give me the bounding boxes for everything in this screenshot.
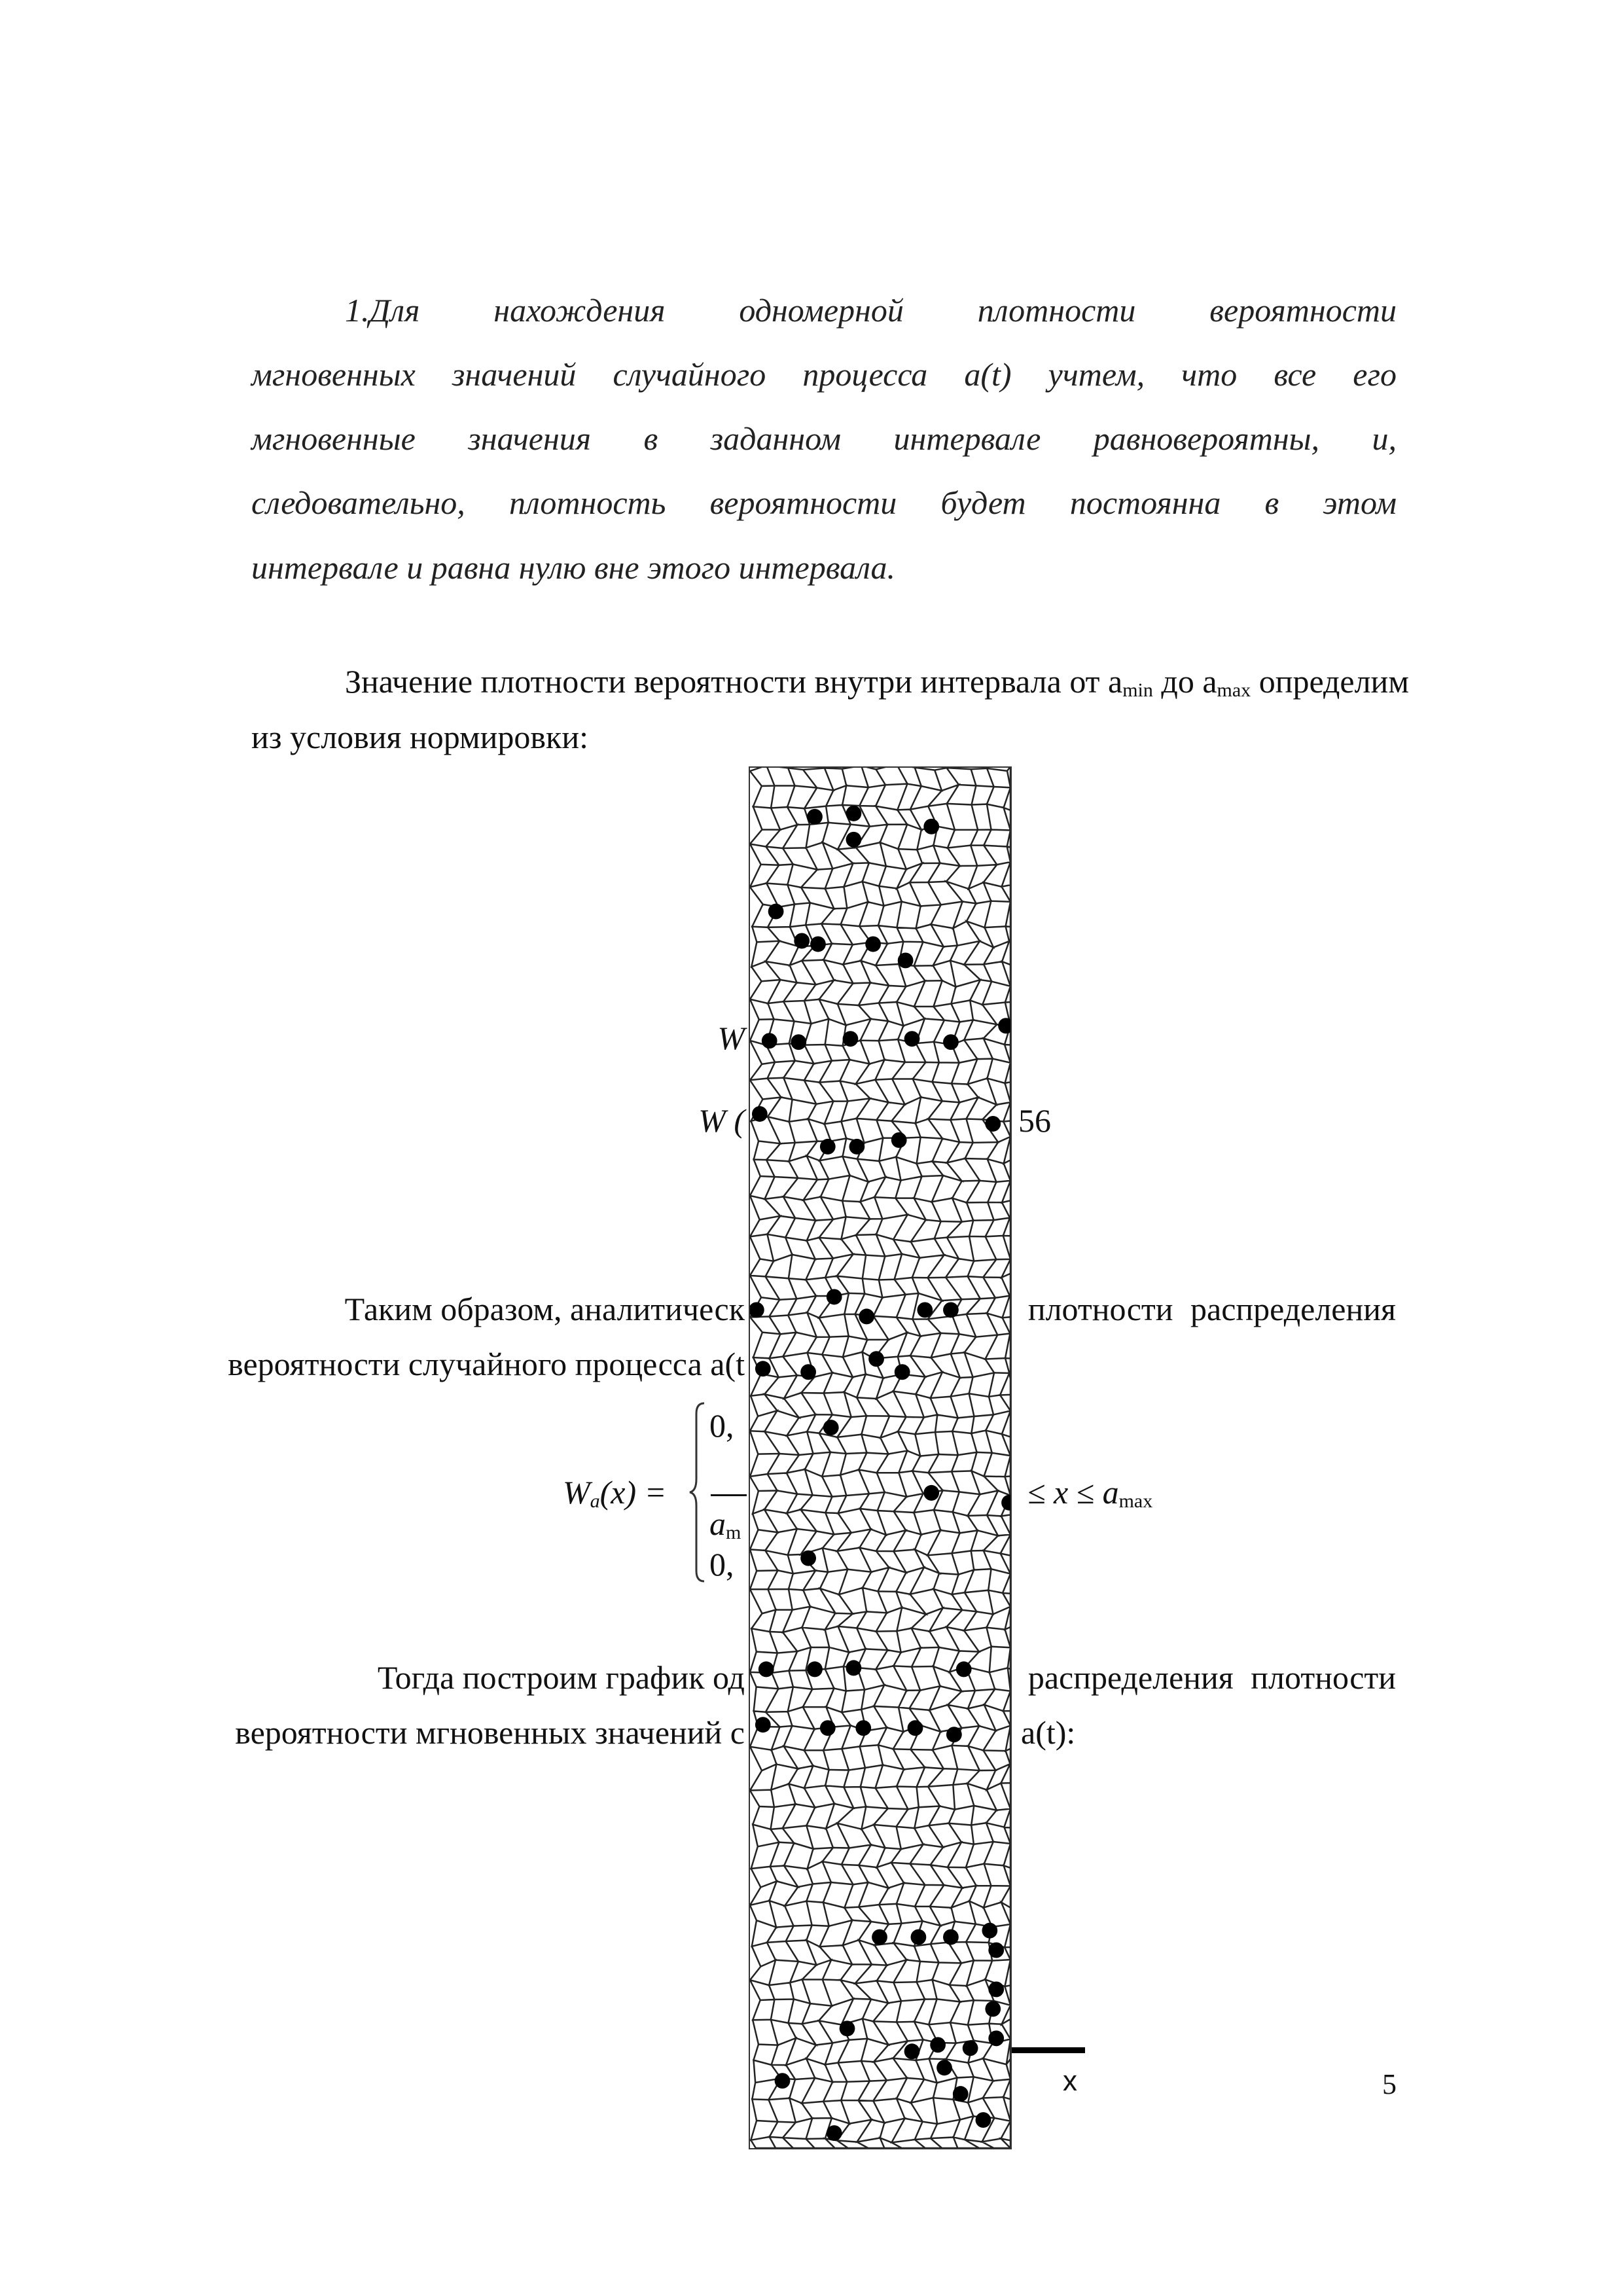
filled-cell <box>1001 1495 1010 1511</box>
filled-cell <box>943 1034 959 1050</box>
filled-cell <box>859 1308 874 1324</box>
filled-cell <box>855 1720 871 1736</box>
formula-value: 56 <box>1018 1102 1051 1139</box>
filled-cell <box>846 1660 862 1676</box>
case-3: 0, <box>709 1546 734 1583</box>
text-line: Таким образом, аналитическ <box>344 1291 745 1327</box>
filled-cell <box>895 1364 910 1380</box>
filled-cell <box>846 806 862 821</box>
x-axis-label: x <box>1063 2065 1077 2097</box>
filled-cell <box>872 1929 887 1945</box>
filled-cell <box>807 809 823 825</box>
subscript: max <box>1217 679 1251 701</box>
filled-cell <box>898 952 914 968</box>
text-line: следовательно, плотность вероятности будет постоянна в этом <box>251 484 1397 521</box>
filled-cell <box>891 1132 907 1148</box>
filled-cell <box>956 1661 972 1677</box>
text-line <box>251 662 1409 710</box>
filled-cell <box>823 1420 839 1435</box>
filled-cell <box>827 1289 842 1304</box>
filled-cell <box>976 2112 991 2128</box>
filled-cell <box>810 937 826 952</box>
filled-cell <box>911 1929 927 1945</box>
filled-cell <box>846 832 862 848</box>
text: Значение плотности вероятности внутри интервала от a <box>345 663 1123 700</box>
text-line: 1.Для нахождения одномерной плотности вероятности <box>345 292 1397 329</box>
text-line: из условия нормировки: <box>251 719 588 755</box>
text-line: вероятности случайного процесса a(t <box>228 1346 745 1382</box>
page-number: 5 <box>1382 2068 1397 2100</box>
fraction-bar <box>711 1494 747 1496</box>
filled-cell <box>923 1485 939 1501</box>
brace-icon <box>687 1401 707 1584</box>
filled-cell <box>904 2043 920 2059</box>
filled-cell <box>755 1361 771 1376</box>
denominator: $a_m$ <box>709 1505 741 1543</box>
text-line: интервале и равна нулю вне этого интервала. <box>251 549 896 586</box>
filled-cell <box>904 1031 920 1047</box>
filled-cell <box>943 1929 959 1945</box>
x-axis-line <box>1012 2047 1085 2053</box>
text-line: Тогда построим график од <box>377 1659 745 1696</box>
mesh-svg <box>750 768 1010 2148</box>
filled-cell <box>791 1034 806 1050</box>
filled-cell <box>982 1923 997 1939</box>
subscript: min <box>1122 679 1153 701</box>
filled-cell <box>827 2125 842 2141</box>
filled-cell <box>988 1981 1004 1997</box>
formula-fragment: W ( <box>698 1102 745 1139</box>
text-line: распределения плотности <box>1027 1659 1396 1696</box>
formula-lhs: $W_a(x)$ = <box>563 1474 667 1512</box>
filled-cell <box>762 1033 777 1049</box>
filled-cell <box>917 1302 933 1318</box>
filled-cell <box>868 1351 884 1367</box>
text-line: плотности распределения <box>1027 1291 1396 1327</box>
filled-cell <box>985 2001 1001 2017</box>
filled-cell <box>794 933 810 949</box>
filled-cell <box>963 2040 978 2056</box>
filled-cell <box>936 2060 952 2075</box>
filled-cell <box>840 2020 855 2036</box>
filled-cell <box>908 1720 923 1736</box>
filled-cell <box>988 1943 1004 1958</box>
filled-cell <box>800 1551 816 1566</box>
filled-cell <box>865 937 881 952</box>
filled-cell <box>820 1720 836 1736</box>
filled-cell <box>849 1139 865 1155</box>
filled-cell <box>985 1116 1001 1132</box>
case-1: 0, <box>709 1407 734 1444</box>
filled-cell <box>807 1661 823 1677</box>
text-line: мгновенные значения в заданном интервале равновероятны, и, <box>251 420 1397 457</box>
filled-cell <box>775 2073 791 2089</box>
filled-cell <box>943 1302 959 1318</box>
filled-cell <box>923 819 939 834</box>
condition: ≤ $x \le a_{max}$ <box>1027 1474 1153 1512</box>
filled-cell <box>820 1139 836 1155</box>
filled-cell <box>946 1727 962 1742</box>
filled-cell <box>998 1018 1010 1033</box>
filled-cell <box>768 904 784 920</box>
filled-cell <box>800 1364 816 1380</box>
filled-cell <box>758 1661 774 1677</box>
text-line: вероятности мгновенных значений с <box>235 1714 745 1751</box>
filled-cell <box>930 2037 946 2053</box>
filled-cell <box>750 1302 764 1318</box>
text: определим <box>1251 663 1409 700</box>
filled-cell <box>752 1106 768 1122</box>
filled-cell <box>988 2030 1004 2046</box>
text: до a <box>1152 663 1217 700</box>
filled-cell <box>843 1031 859 1047</box>
text-line: a(t): <box>1021 1714 1076 1751</box>
filled-cell <box>755 1717 771 1732</box>
voronoi-mesh-image <box>749 766 1012 2149</box>
formula-fragment: W <box>717 1020 745 1056</box>
filled-cell <box>953 2086 969 2102</box>
text-line: мгновенных значений случайного процесса a(t) учтем, что все его <box>251 356 1397 393</box>
